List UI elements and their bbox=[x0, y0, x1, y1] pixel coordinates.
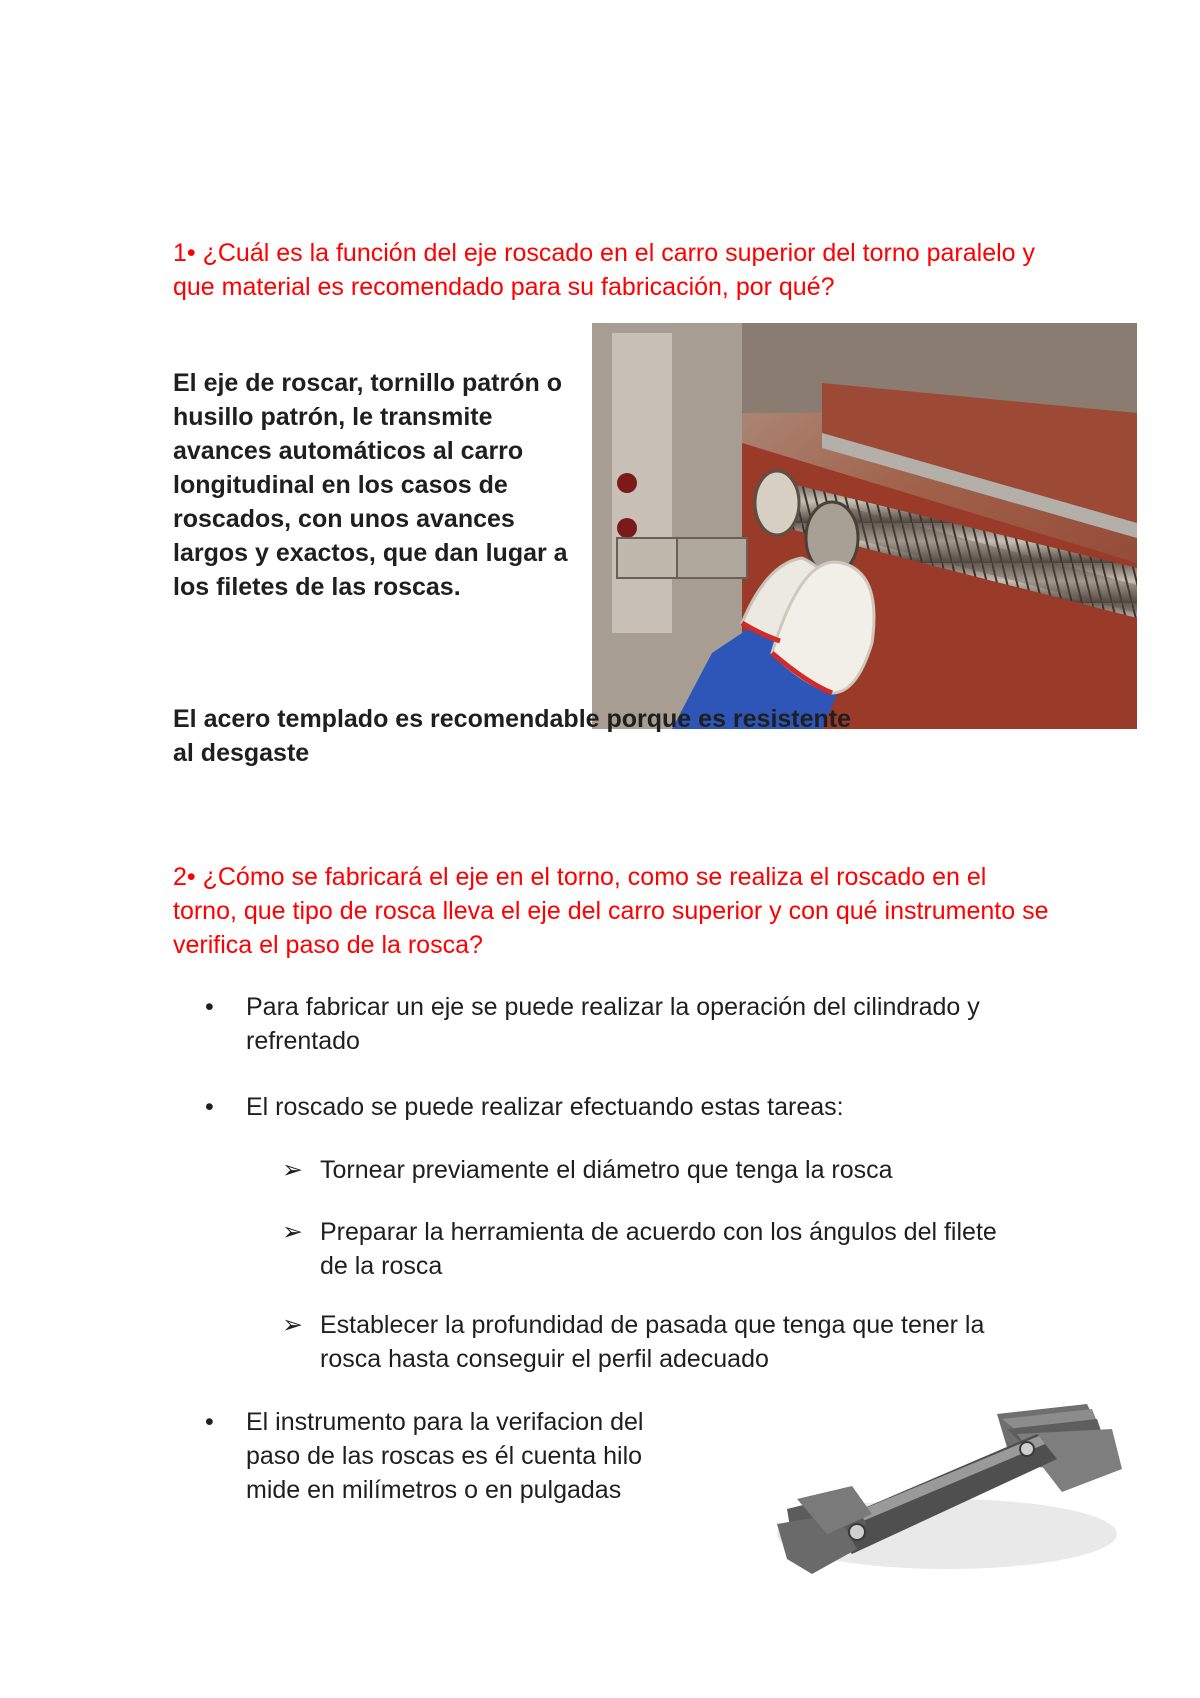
arrow-bullet-icon: ➢ bbox=[282, 1218, 303, 1246]
bullet-text: El instrumento para la verifacion del paso de las roscas es él cuenta hilo mide en milímetros o en pulgadas bbox=[246, 1408, 644, 1504]
sub-item-text: Establecer la profundidad de pasada que tenga que tener la rosca hasta conseguir el perfil adecuado bbox=[320, 1311, 985, 1373]
answer-1-paragraph-2: El acero templado es recomendable porque es resistente al desgaste bbox=[173, 705, 852, 767]
sub-item-text: Preparar la herramienta de acuerdo con los ángulos del filete de la rosca bbox=[320, 1218, 997, 1280]
lathe-lead-screw-photo bbox=[592, 323, 1137, 729]
bullet-text: El roscado se puede realizar efectuando estas tareas: bbox=[246, 1093, 844, 1121]
bullet-icon: • bbox=[205, 1408, 214, 1436]
question-2: 2• ¿Cómo se fabricará el eje en el torno, como se realiza el roscado en el torno, que tipo de rosca lleva el eje del carro superior y con qué instrumento se verifica el paso de la rosca? bbox=[173, 863, 1049, 959]
bullet-icon: • bbox=[205, 993, 214, 1021]
question-1: 1• ¿Cuál es la función del eje roscado en el carro superior del torno paralelo y que material es recomendado para su fabricación, por qué? bbox=[173, 239, 1036, 301]
bullet-text: Para fabricar un eje se puede realizar la operación del cilindrado y refrentado bbox=[246, 993, 980, 1055]
thread-pitch-gauge-photo bbox=[757, 1374, 1129, 1594]
arrow-bullet-icon: ➢ bbox=[282, 1156, 303, 1184]
sub-item-text: Tornear previamente el diámetro que tenga la rosca bbox=[320, 1156, 893, 1184]
answer-1-paragraph-1: El eje de roscar, tornillo patrón o husillo patrón, le transmite avances automáticos al carro longitudinal en los casos de roscados, con unos avances largos y exactos, que dan lugar a los filetes de las roscas. bbox=[173, 369, 568, 601]
arrow-bullet-icon: ➢ bbox=[282, 1311, 303, 1339]
bullet-icon: • bbox=[205, 1093, 214, 1121]
